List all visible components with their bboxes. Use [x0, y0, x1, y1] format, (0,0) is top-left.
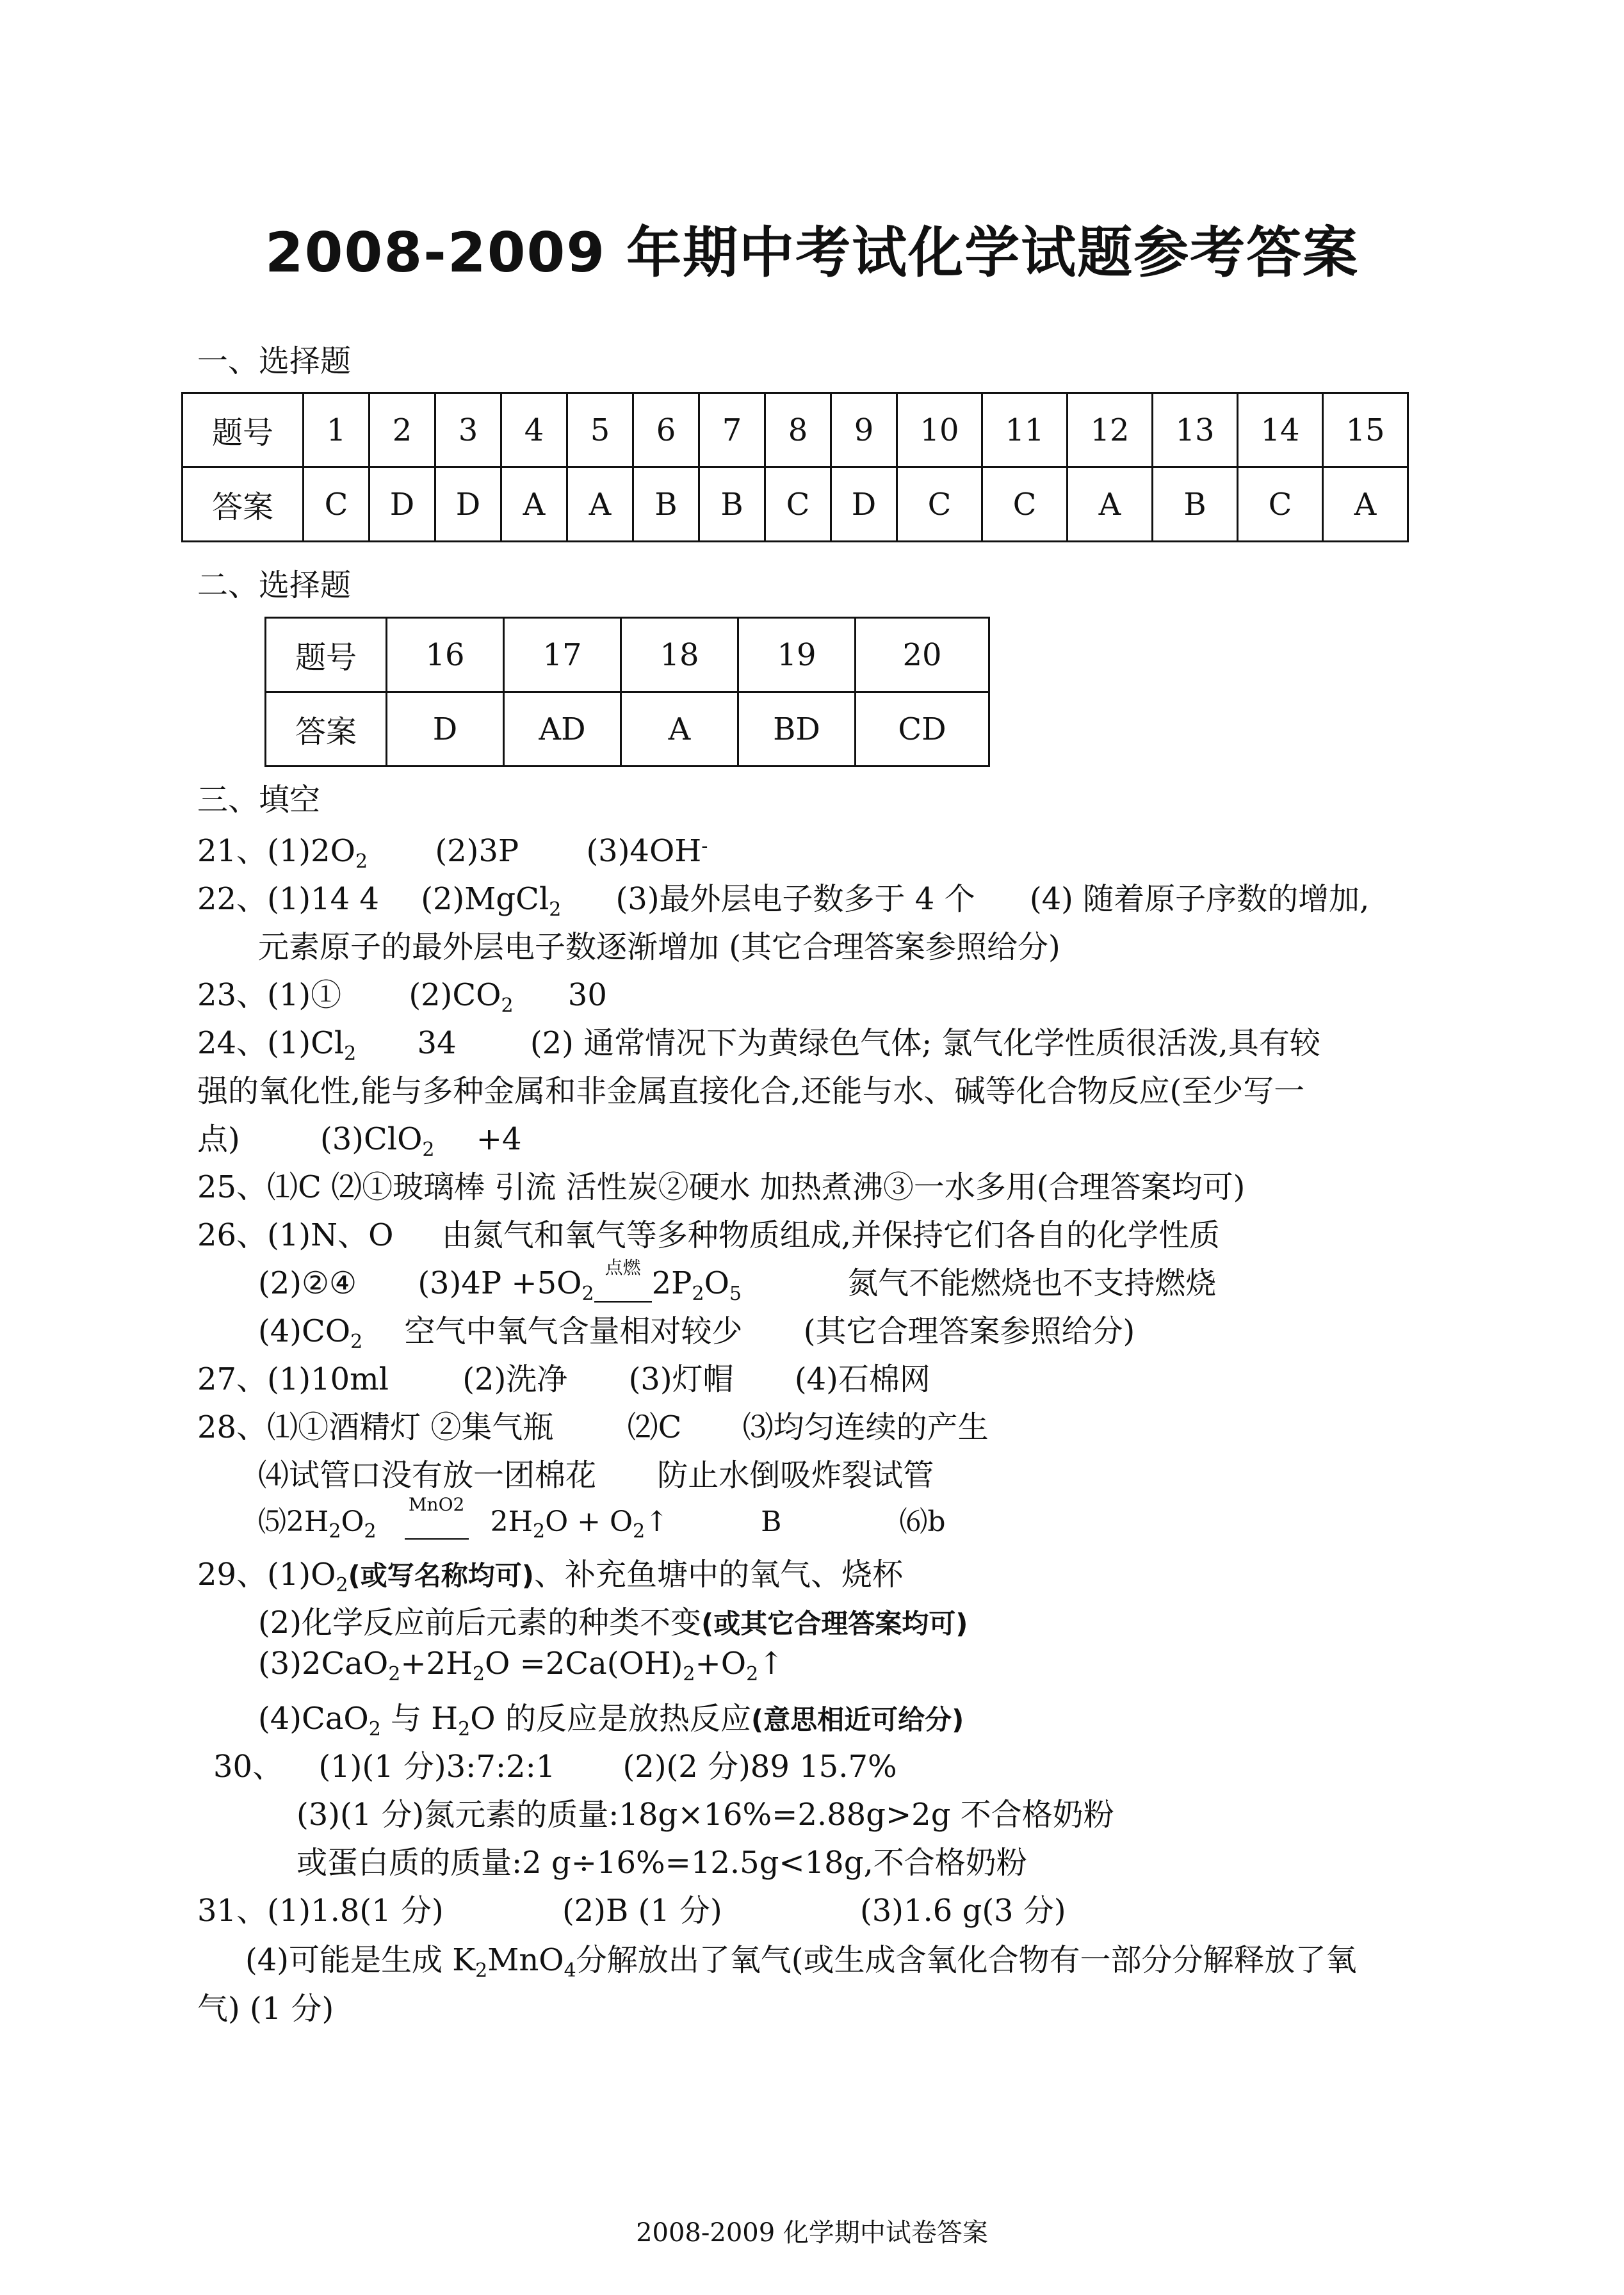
q28-line1-part1: ⑴①酒精灯 ②集气瓶	[267, 1409, 554, 1445]
catalyst-label: MnO2	[408, 1494, 465, 1515]
q28-line2	[258, 1450, 934, 1495]
q26-line1-part2: 由氮气和氧气等多种物质组成,并保持它们各自的化学性质	[441, 1217, 1220, 1253]
q28-number: 28、	[197, 1409, 268, 1445]
q25-text: ⑴C ⑵①玻璃棒 引流 活性炭②硬水 加热煮沸③一水多用(合理答案均可)	[267, 1169, 1246, 1205]
question-number-cell: 10	[897, 393, 982, 467]
q21-part1: (1)2O	[267, 833, 355, 869]
answer-cell: BD	[738, 692, 856, 766]
q27-part4: (4)石棉网	[794, 1361, 930, 1397]
q28-line1-part3: ⑶均匀连续的产生	[742, 1409, 989, 1445]
q26-line3	[258, 1306, 1135, 1353]
q31-line2-part2: MnO	[487, 1942, 564, 1978]
q29-number: 29、	[197, 1557, 268, 1593]
answer-cell: A	[567, 467, 633, 542]
q23-part3: 30	[567, 977, 607, 1013]
q26-line1	[197, 1210, 1220, 1254]
answer-cell: C	[897, 467, 982, 542]
q28-line3-part2: B	[761, 1505, 782, 1538]
gas-arrow-icon: ↑	[758, 1646, 784, 1682]
q23-line	[197, 970, 607, 1017]
q21-part1-sub: 2	[355, 850, 368, 873]
row-label-number: 题号	[266, 618, 387, 692]
question-number-cell: 5	[567, 393, 633, 467]
question-number-cell: 18	[621, 618, 738, 692]
answer-cell: B	[1153, 467, 1238, 542]
q29-line4-part2: 与 H	[391, 1701, 459, 1737]
answer-cell: C	[304, 467, 369, 542]
q28-line3-product-sub: 2	[533, 1520, 546, 1543]
q29-line3-sub3: 2	[683, 1663, 695, 1685]
q26-line3-part1-sub: 2	[350, 1331, 363, 1353]
q24-number: 24、	[197, 1025, 268, 1061]
q28-line3-product2: O + O	[545, 1505, 633, 1538]
q31-part3: (3)1.6 g(3 分)	[860, 1893, 1066, 1929]
q26-line1-part1: (1)N、O	[267, 1217, 394, 1253]
q22-part3: (3)最外层电子数多于 4 个	[615, 881, 975, 917]
q27-number: 27、	[197, 1361, 268, 1397]
q30-line2: (3)(1 分)氮元素的质量:18g×16%=2.88g>2g 不合格奶粉	[296, 1797, 1114, 1833]
q22-number: 22、	[197, 881, 268, 917]
q31-part2: (2)B (1 分)	[562, 1893, 722, 1929]
q22-part4: (4) 随着原子序数的增加,	[1029, 881, 1370, 917]
question-number-cell: 19	[738, 618, 856, 692]
q29-line1-sub: 2	[336, 1574, 348, 1596]
answer-cell: A	[1323, 467, 1408, 542]
q26-line3-part2: 空气中氧气含量相对较少	[404, 1313, 743, 1349]
question-number-cell: 6	[633, 393, 699, 467]
page-footer: 2008-2009 化学期中试卷答案	[636, 2218, 988, 2248]
q29-line3	[258, 1646, 784, 1685]
q28-line3-product: 2H	[490, 1505, 533, 1538]
q22-part2-sub: 2	[549, 898, 562, 921]
q28-line3-sub2: 2	[364, 1520, 377, 1543]
q24-part2: 34	[417, 1025, 457, 1061]
q28-line1	[197, 1402, 989, 1447]
q30-line1	[213, 1742, 897, 1786]
q21-part3-sup: -	[701, 835, 708, 857]
question-number-cell: 20	[856, 618, 989, 692]
q26-line2	[258, 1258, 1216, 1305]
question-number-cell: 16	[387, 618, 504, 692]
question-number-cell: 3	[435, 393, 501, 467]
q31-number: 31、	[197, 1893, 268, 1929]
q26-line2-part2-sub: 2	[581, 1283, 594, 1305]
q26-line3-part1: (4)CO	[258, 1313, 351, 1349]
q28-line3-sub1: 2	[329, 1520, 341, 1543]
q22-part1: (1)14 4	[267, 881, 379, 917]
q22-part2: (2)MgCl	[421, 881, 549, 917]
question-number-cell: 11	[982, 393, 1068, 467]
q24-line2: 强的氧化性,能与多种金属和非金属直接化合,还能与水、碱等化合物反应(至少写一	[197, 1073, 1305, 1109]
section3-heading: 三、填空	[197, 782, 321, 818]
q25-line	[197, 1162, 1245, 1206]
question-number-cell: 1	[304, 393, 369, 467]
reaction-condition-catalyst	[405, 1494, 469, 1540]
row-label-answer: 答案	[266, 692, 387, 766]
q28-line2-part1: ⑷试管口没有放一团棉花	[258, 1457, 597, 1493]
q24-line1	[197, 1018, 1320, 1065]
q29-line2-note: (或其它合理答案均可)	[701, 1608, 968, 1639]
q24-line3	[197, 1114, 522, 1161]
q31-part1: (1)1.8(1 分)	[267, 1893, 444, 1929]
q24-part1-sub: 2	[344, 1042, 357, 1065]
q31-line2	[245, 1935, 1356, 1982]
q29-line3-sub1: 2	[388, 1663, 401, 1685]
q29-line4-sub1: 2	[368, 1718, 381, 1740]
q29-line1	[197, 1550, 903, 1596]
q29-line3-part2: +2H	[400, 1646, 473, 1682]
q27-part1: (1)10ml	[267, 1361, 389, 1397]
answer-cell: B	[699, 467, 765, 542]
q27-part3: (3)灯帽	[628, 1361, 734, 1397]
answer-cell: D	[369, 467, 435, 542]
q29-line3-part1: (3)2CaO	[258, 1646, 389, 1682]
q27-line	[197, 1354, 930, 1399]
question-number-cell: 13	[1153, 393, 1238, 467]
row-label-answer: 答案	[183, 467, 304, 542]
q30-line1-part1: (1)(1 分)3:7:2:1	[318, 1749, 556, 1785]
q29-line3-part4: +O	[695, 1646, 747, 1682]
q28-line1-part2: ⑵C	[627, 1409, 682, 1445]
answer-cell: A	[501, 467, 567, 542]
q29-line3-sub2: 2	[472, 1663, 485, 1685]
q23-number: 23、	[197, 977, 268, 1013]
q29-line1-part1: (1)O	[267, 1557, 336, 1593]
q24-part1: (1)Cl	[267, 1025, 345, 1061]
q24-line3-part2: (3)ClO	[320, 1121, 423, 1157]
answer-cell: AD	[504, 692, 621, 766]
question-number-cell: 12	[1068, 393, 1153, 467]
answer-cell: A	[621, 692, 738, 766]
q23-part2: (2)CO	[409, 977, 501, 1013]
q29-line2	[258, 1598, 968, 1642]
answer-cell: CD	[856, 692, 989, 766]
q24-line3-part3: +4	[476, 1121, 522, 1157]
question-number-cell: 4	[501, 393, 567, 467]
q28-line3	[258, 1494, 946, 1543]
condition-label: 点燃	[605, 1257, 641, 1278]
question-number-cell: 9	[831, 393, 897, 467]
q31-line2-part3: 分解放出了氧气(或生成含氧化合物有一部分分解释放了氧	[576, 1942, 1357, 1978]
q29-line3-part3: O =2Ca(OH)	[485, 1646, 683, 1682]
q21-part3: (3)4OH	[586, 833, 702, 869]
section1-heading: 一、选择题	[197, 343, 352, 379]
q21-line	[197, 826, 708, 873]
q27-part2: (2)洗净	[462, 1361, 568, 1397]
question-number-cell: 15	[1323, 393, 1408, 467]
q29-line2-part1: (2)化学反应前后元素的种类不变	[258, 1605, 701, 1641]
answer-cell: C	[765, 467, 831, 542]
q29-line4-part3: O 的反应是放热反应	[470, 1701, 751, 1737]
q24-line3-part2-sub: 2	[422, 1139, 435, 1161]
q30-line1-part2: (2)(2 分)89 15.7%	[622, 1749, 897, 1785]
q31-line2-sub2: 4	[564, 1959, 576, 1982]
q28-line3-reactant: ⑸2H	[258, 1505, 329, 1538]
q22-line1	[197, 874, 1369, 921]
answer-cell: B	[633, 467, 699, 542]
q21-number: 21、	[197, 833, 268, 869]
answer-cell: D	[831, 467, 897, 542]
q31-line2-sub1: 2	[475, 1959, 488, 1982]
q28-line2-part2: 防止水倒吸炸裂试管	[657, 1457, 934, 1493]
page-title: 2008-2009 年期中考试化学试题参考答案	[264, 221, 1360, 285]
row-label-number: 题号	[183, 393, 304, 467]
question-number-cell: 7	[699, 393, 765, 467]
q24-part3: (2) 通常情况下为黄绿色气体; 氯气化学性质很活泼,具有较	[530, 1025, 1320, 1061]
q28-line3-reactant2: O	[341, 1505, 364, 1538]
q26-line2-part3: 氮气不能燃烧也不支持燃烧	[847, 1265, 1217, 1301]
q31-line2-part1: (4)可能是生成 K	[245, 1942, 476, 1978]
answer-cell: D	[387, 692, 504, 766]
question-number-cell: 8	[765, 393, 831, 467]
gas-arrow-icon: ↑	[645, 1505, 669, 1538]
q29-line4	[258, 1694, 964, 1740]
q25-number: 25、	[197, 1169, 268, 1205]
q29-line1-note: (或写名称均可)	[348, 1560, 534, 1591]
q21-part2: (2)3P	[435, 833, 519, 869]
reaction-condition-ignite	[594, 1257, 652, 1303]
q31-line3: 气) (1 分)	[197, 1991, 334, 2027]
q28-line3-part3: ⑹b	[899, 1505, 946, 1538]
question-number-cell: 14	[1238, 393, 1323, 467]
q22-line2: 元素原子的最外层电子数逐渐增加 (其它合理答案参照给分)	[258, 929, 1060, 965]
section2-heading: 二、选择题	[197, 567, 352, 603]
q31-line1	[197, 1886, 1066, 1930]
question-number-cell: 2	[369, 393, 435, 467]
q26-line2-part2: (3)4P +5O	[418, 1265, 582, 1301]
answer-cell: C	[1238, 467, 1323, 542]
q30-line3: 或蛋白质的质量:2 g÷16%=12.5g<18g,不合格奶粉	[296, 1845, 1027, 1881]
q26-line2-product-sub1: 2	[692, 1283, 704, 1305]
q26-line3-part3: (其它合理答案参照给分)	[803, 1313, 1135, 1349]
answer-cell: D	[435, 467, 501, 542]
q24-line3-part1: 点)	[197, 1121, 240, 1157]
q29-line1-part2: 、补充鱼塘中的氧气、烧杯	[533, 1557, 903, 1593]
q26-line2-product: 2P	[651, 1265, 692, 1301]
q29-line4-part1: (4)CaO	[258, 1701, 369, 1737]
q26-number: 26、	[197, 1217, 268, 1253]
q23-part1: (1)①	[267, 977, 342, 1013]
q26-line2-part1: (2)②④	[258, 1265, 357, 1301]
q29-line4-sub2: 2	[458, 1718, 471, 1740]
q26-line2-product2: O	[704, 1265, 729, 1301]
q29-line3-sub4: 2	[746, 1663, 759, 1685]
answer-table-1	[181, 392, 1409, 542]
q26-line2-product-sub2: 5	[729, 1283, 742, 1305]
question-number-cell: 17	[504, 618, 621, 692]
answer-cell: A	[1068, 467, 1153, 542]
q30-number: 30、	[213, 1749, 284, 1785]
q23-part2-sub: 2	[501, 994, 514, 1017]
answer-cell: C	[982, 467, 1068, 542]
q28-line3-product2-sub: 2	[633, 1520, 646, 1543]
q29-line4-note: (意思相近可给分)	[751, 1704, 964, 1735]
answer-table-2	[264, 617, 990, 767]
